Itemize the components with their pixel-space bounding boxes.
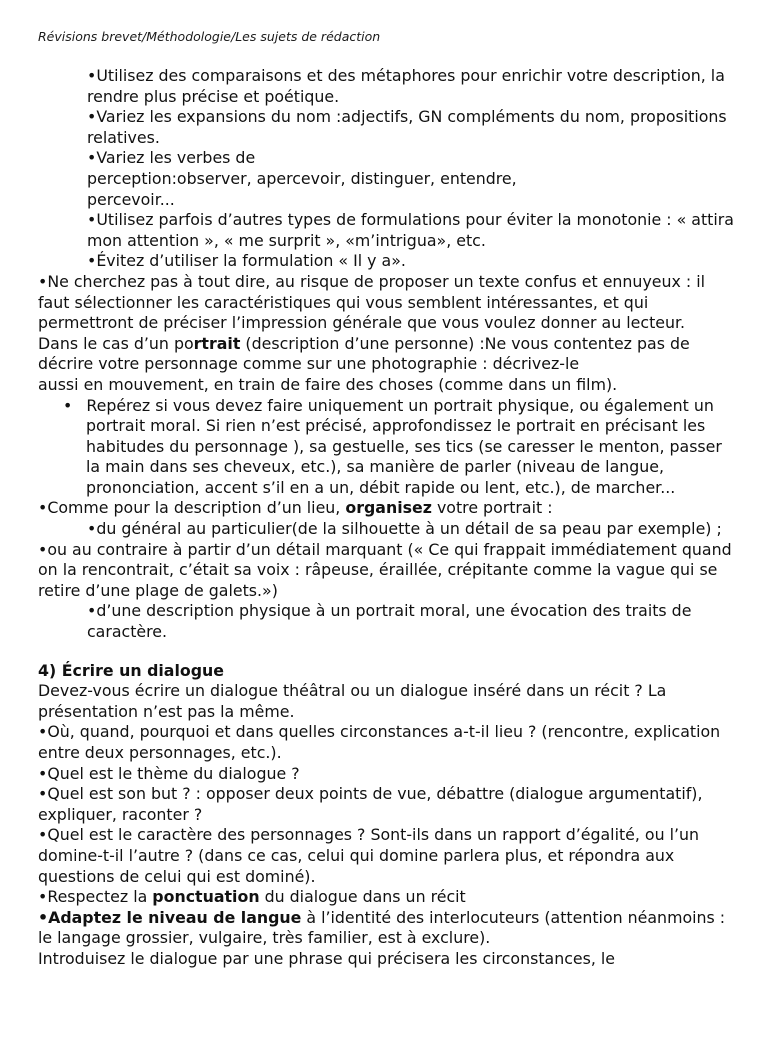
list-item: •Utilisez des comparaisons et des métaphores pour enrichir votre description, la rendre plus précise et poétique. — [87, 66, 725, 106]
text-span: Repérez si vous devez faire uniquement un portrait physique, ou également un portrait moral. Si rien n’est précisé, approfondissez le portrait en précisant les habitudes du personnage ), sa gestuelle, ses tics (se caresser le menton, passer la main dans ses cheveux, etc.), sa manière de parler (niveau de langue, prononciation, accent s’il en a un, débit rapide ou lent, etc.), de marcher... — [86, 395, 722, 497]
list-item: •Utilisez parfois d’autres types de formulations pour éviter la monotonie : « attira mon attention », « me surprit », «m’intrigua», etc. — [87, 210, 734, 250]
text-span: à l’identité des interlocuteurs (attention néanmoins : le langage grossier, vulgaire, très familier, est à exclure). — [38, 907, 726, 948]
bold-keyword: •Adaptez le niveau de langue — [38, 907, 302, 927]
paragraph — [38, 498, 738, 519]
paragraph: •Quel est le caractère des personnages ? Sont-ils dans un rapport d’égalité, ou l’un domine-t-il l’autre ? (dans ce cas, celui qui domine parlera plus, et répondra aux questions de celui qui est dominé). — [38, 825, 700, 886]
paragraph: •Quel est son but ? : opposer deux points de vue, débattre (dialogue argumentatif), expliquer, raconter ? — [38, 784, 703, 824]
paragraph: aussi en mouvement, en train de faire des choses (comme dans un film). — [38, 374, 618, 394]
text-span: •Comme pour la description d’un lieu, — [38, 498, 346, 518]
list-item: •Variez les verbes de — [87, 148, 256, 168]
list-item: •du général au particulier(de la silhouette à un détail de sa peau par exemple) ; — [87, 519, 722, 539]
text-span: •Respectez la — [38, 887, 153, 907]
bullet-marker: • — [63, 395, 73, 415]
list-item: •Évitez d’utiliser la formulation « Il y a». — [87, 251, 406, 271]
breadcrumb: Révisions brevet/Méthodologie/Les sujets de rédaction — [38, 29, 381, 44]
list-item-continuation: percevoir... — [87, 189, 175, 209]
list-item: •Variez les expansions du nom :adjectifs, GN compléments du nom, propositions relatives. — [87, 107, 727, 147]
bold-keyword: organisez — [345, 498, 432, 518]
paragraph — [38, 908, 738, 949]
paragraph: •Où, quand, pourquoi et dans quelles circonstances a-t-il lieu ? (rencontre, explication entre deux personnages, etc.). — [38, 722, 721, 762]
paragraph: Introduisez le dialogue par une phrase qui précisera les circonstances, le — [38, 948, 616, 968]
bold-keyword: rtrait — [193, 333, 241, 353]
text-span: votre portrait : — [431, 498, 553, 518]
list-item — [38, 396, 738, 499]
document-body — [38, 66, 738, 970]
paragraph: •Quel est le thème du dialogue ? — [38, 763, 300, 783]
paragraph — [38, 887, 738, 908]
list-item: •d’une description physique à un portrait moral, une évocation des traits de caractère. — [87, 601, 692, 642]
paragraph: •ou au contraire à partir d’un détail marquant (« Ce qui frappait immédiatement quand on la rencontrait, c’était sa voix : râpeuse, éraillée, crépitante comme la vague qui se retire d’une plage de galets.») — [38, 539, 732, 600]
paragraph: •Ne cherchez pas à tout dire, au risque de proposer un texte confus et ennuyeux : il faut sélectionner les caractéristiques qui vous semblent intéressantes, et qui permettront de préciser l’impression générale que vous voulez donner au lecteur. — [38, 271, 706, 333]
text-span: (description d’une personne) :Ne vous contentez pas de décrire votre personnage comme sur une photographie : décrivez-le — [38, 333, 690, 374]
spacer — [38, 643, 738, 661]
text-span: Dans le cas d’un po — [38, 333, 194, 353]
bold-keyword: ponctuation — [152, 887, 260, 907]
list-item-continuation: perception:observer, apercevoir, distinguer, entendre, — [87, 168, 517, 188]
section-heading: 4) Écrire un dialogue — [38, 660, 224, 680]
paragraph: Devez-vous écrire un dialogue théâtral ou un dialogue inséré dans un récit ? La présentation n’est pas la même. — [38, 681, 667, 721]
paragraph — [38, 334, 738, 375]
text-span: du dialogue dans un récit — [259, 887, 466, 907]
